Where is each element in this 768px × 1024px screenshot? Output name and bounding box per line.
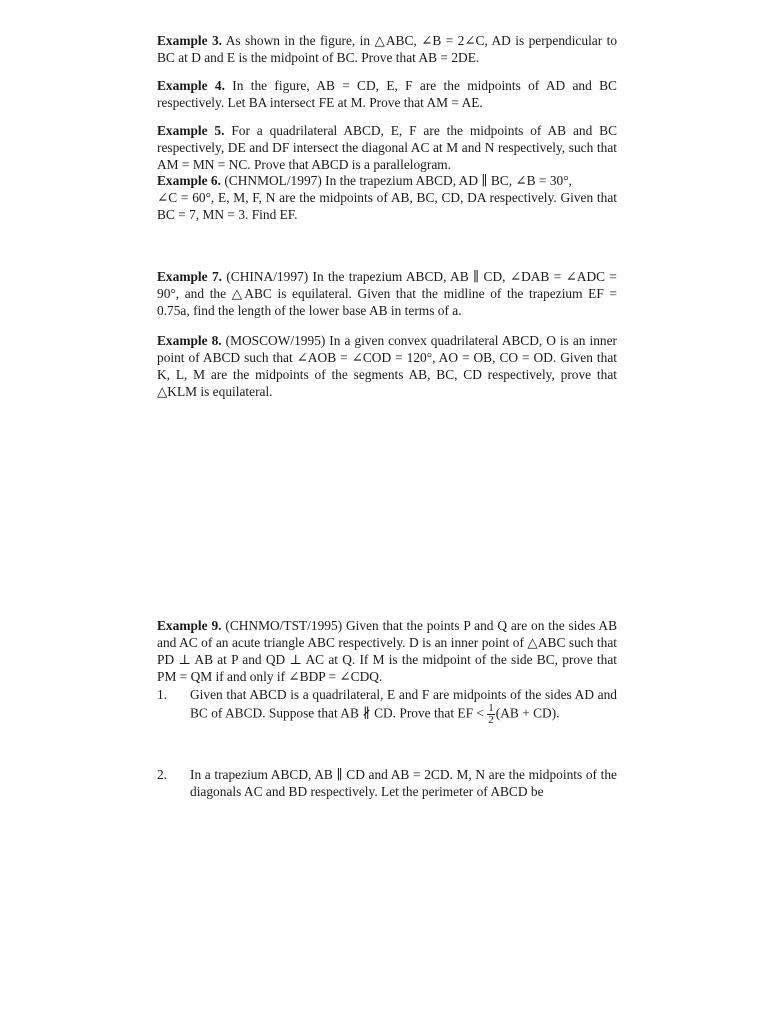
example-label: Example 4. <box>157 78 225 94</box>
exercise-text-after: (AB + CD). <box>495 705 560 721</box>
example-text-line2: ∠C = 60°, E, M, F, N are the midpoints of AB, BC, CD, DA respectively. Given that BC = 7, MN = 3. Find EF. <box>157 190 617 222</box>
example-label: Example 8. <box>157 333 222 349</box>
example-9 <box>157 617 617 685</box>
example-label: Example 6. <box>157 173 221 188</box>
fraction-denominator: 2 <box>488 714 494 726</box>
fraction <box>487 703 495 726</box>
exercise-text: In a trapezium ABCD, AB ∥ CD and AB = 2CD. M, N are the midpoints of the diagonals AC and BD respectively. Let the perimeter of ABCD be <box>190 767 617 799</box>
example-4 <box>157 77 617 111</box>
exercise-text: Given that ABCD is a quadrilateral, E and F are midpoints of the sides AD and BC of ABCD. Suppose that AB ∦ CD. Prove that EF < <box>190 687 617 721</box>
example-text-line1: (CHNMOL/1997) In the trapezium ABCD, AD ∥ BC, ∠B = 30°, <box>224 173 572 188</box>
example-text: As shown in the figure, in △ABC, ∠B = 2∠C, AD is perpendicular to BC at D and E is the midpoint of BC. Prove that AB = 2DE. <box>157 33 618 66</box>
exercise-body <box>190 766 617 800</box>
exercise-number: 1. <box>157 687 168 702</box>
example-text: (MOSCOW/1995) In a given convex quadrilateral ABCD, O is an inner point of ABCD such that ∠AOB = ∠COD = 120°, AO = OB, CO = OD. Given that K, L, M are the midpoints of the segments AB, BC, CD respectively, prove that △KLM is equilateral. <box>157 333 617 400</box>
example-text: In the figure, AB = CD, E, F are the midpoints of AD and BC respectively. Let BA intersect FE at M. Prove that AM = AE. <box>157 78 617 111</box>
fraction-numerator: 1 <box>488 702 494 714</box>
example-label: Example 7. <box>157 269 222 285</box>
example-label: Example 9. <box>157 618 222 634</box>
example-5 <box>157 122 617 173</box>
example-6 <box>157 172 617 223</box>
example-8 <box>157 332 617 400</box>
example-text: (CHNMO/TST/1995) Given that the points P and Q are on the sides AB and AC of an acute triangle ABC respectively. D is an inner point of △ABC such that PD ⊥ AB at P and QD ⊥ AC at Q. If M is the midpoint of the side BC, prove that PM = QM if and only if ∠BDP = ∠CDQ. <box>157 618 618 685</box>
exercise-1 <box>157 686 617 726</box>
exercise-2 <box>157 766 617 800</box>
example-label: Example 5. <box>157 123 225 139</box>
example-7 <box>157 268 617 319</box>
exercise-number: 2. <box>157 767 168 782</box>
exercise-body <box>190 686 617 726</box>
example-3 <box>157 32 617 66</box>
example-text: (CHINA/1997) In the trapezium ABCD, AB ∥ CD, ∠DAB = ∠ADC = 90°, and the △ABC is equilateral. Given that the midline of the trapezium EF = 0.75a, find the length of the lower base AB in terms of a. <box>157 269 617 319</box>
example-text: For a quadrilateral ABCD, E, F are the midpoints of AB and BC respectively, DE and DF intersect the diagonal AC at M and N respectively, such that AM = MN = NC. Prove that ABCD is a parallelogram. <box>157 123 617 173</box>
example-label: Example 3. <box>157 33 223 49</box>
